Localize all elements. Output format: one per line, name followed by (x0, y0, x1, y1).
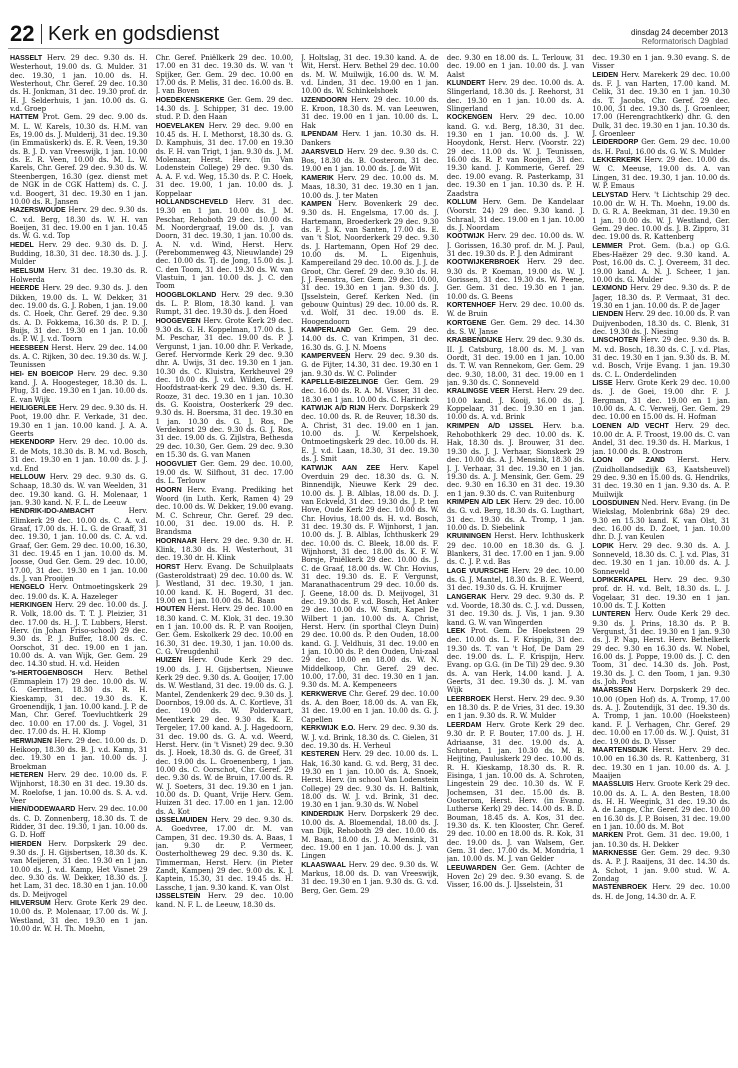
place-name: HIERDEN (10, 840, 42, 848)
service-times: Herv. 29 dec. 10.00 ds. G. J. Mantel, 18.30 ds. B. E. Weerd, 31 dec. 19.30 ds. G. H. Kruijmer (446, 566, 585, 593)
place-name: KERKWIJK E.O. (301, 725, 356, 733)
service-times: Herv. Evang. Prediking het Woord (in Luth. Kerk, Ramen 4) 29 dec. 10.00 ds. W. Dekker, 19.00 evang. M. C. Schreur, Chr. Geref. 29 dec. 10.00, 31 dec. 19.00 ds. H. P. Brandsma (155, 485, 294, 537)
place-name: KOLLUM (446, 198, 477, 206)
place-name: KATWIJK A/D RIJN (301, 405, 366, 413)
listing-entry (301, 750, 439, 809)
listing-entry (592, 576, 730, 610)
service-times: dec. 9.30 en 18.00 ds. L. Terlouw, 31 dec. 19.00 en 1 jan. 10.00 ds. J. van Aalst (446, 54, 585, 79)
place-name: HOOGEVEEN (155, 317, 201, 325)
listing-entry (10, 771, 148, 805)
place-name: HEELSUM (10, 267, 45, 275)
listing-entry (156, 122, 294, 198)
place-name: MAASSLUIS (592, 781, 634, 789)
place-name: HEI- EN BOEICOP (10, 370, 74, 378)
listing-entry (10, 54, 148, 113)
place-name: HOEDEKENSKERKE (155, 96, 225, 104)
place-name: HOORN (155, 486, 182, 494)
listing-entry (592, 686, 730, 745)
place-name: MAARTENSDIJK (592, 746, 648, 754)
service-times: Herst. Herv. 29 dec. 14.00 ds. A. C. Rijken, 30 dec. 19.30 ds. W. J. Teunissen (10, 343, 148, 370)
service-times: Herv. Dorpskerk 29 dec. 10.00 ds. A. Bloemendal, 18.00 ds. J. van Dijk, Rehoboth 29 dec. 10.00 ds. M. Baan, 18.00 ds. J. A. Mensink, 31 dec. 19.00 en 1 jan. 10.00 ds. J. van Lingen (301, 809, 439, 861)
service-times: Herv. 29 dec. 10.00 ds. J. R. Volk, 18.00 ds. T. T. J. Pleizier, 31 dec. 17.00 ds. H. J. T. Lubbers, Herst. Herv. (in Johan Friso-school) 29 dec. 9.30 ds. P. J. Buffer, 18.00 ds. C. Oorschot, 31 dec. 19.00 en 1 jan. 10.00 ds. A. van Wijk, Ger. Gem. 29 dec. 14.30 stud. H. v.d. Heiden (10, 601, 148, 669)
listing-entry (301, 724, 439, 750)
place-name: HEDEL (10, 241, 34, 249)
listing-entry (592, 191, 730, 242)
place-name: HEERDE (10, 285, 40, 293)
header-meta (631, 28, 728, 46)
service-times: Herv. Dorpskerk 29 dec. 10.00 (Open Hof) ds. A. Tromp, 17.00 ds. A. J. Zoutendijk, 31 dec. 19.30 ds. A. Tromp, 1 jan. 10.00 (Hoeksteen) kand. F. J. Verhagen, Chr. Geref. 29 dec. 10.00 en 17.00 ds. W. J. Quist, 31 dec. 19.00 ds. D. Visser (592, 686, 730, 746)
place-name: LUNTEREN (592, 611, 631, 619)
place-name: KAPELLE-BIEZELINGE (301, 379, 379, 387)
place-name: KESTEREN (301, 751, 340, 759)
listing-entry (156, 605, 294, 656)
place-name: KATWIJK AAN ZEE (301, 464, 381, 472)
place-name: KORTGENE (446, 319, 487, 327)
service-times: Herv. 31 dec. 19.30 ds. R. Holwerda (10, 266, 148, 284)
service-times: Herv. 29 dec. 9.30 ds. J. den Dikken, 19.00 ds. L. W. Dekker, 31 dec. 19.00 ds. G. J. Roben, 1 jan. 19.00 ds. C. Hoek, Chr. Geref. 29 dec. 9.30 ds. A. D. Fokkema, 16.30 ds. P. D. J. Buijs, 31 dec. 19.30 en 1 jan. 10.00 ds. P. W. J. v.d. Toorn (10, 284, 148, 344)
service-times: Chr. Geref. Pniëlkerk 29 dec. 10.00, 17.00 en 31 dec. 19.30 ds. W. van 't Spijker, Ger. Gem. 29 dec. 10.00 en 17.00 ds. P. Melis, 31 dec. 16.00 ds. B. J. van Boven (155, 54, 294, 96)
place-name: HEKENDORP (10, 439, 55, 447)
listing-entry (301, 96, 439, 130)
place-name: LEKKERKERK (592, 157, 641, 165)
page-header (8, 18, 730, 49)
listing-entry (592, 610, 730, 686)
listing-entry (301, 130, 439, 148)
place-name: LOPIK (592, 542, 614, 550)
listing-entry (301, 326, 439, 352)
service-times: Herv. Grote Kerk 29 dec. 10.00 ds. J. de Goei, 19.00 dhr. F. J. Bergman, 31 dec. 19.00 en 1 jan. 10.00 ds. A. C. Verweij, Ger. Gem. 29 dec. 10.00 en 15.00 ds. H. Hofman (592, 379, 730, 422)
service-times: Herv. 29 dec. 9.30 ds. A. Goedvree, 17.00 dr. M. van Campen, 31 dec. 19.30 ds. A. Baas, 1 jan. 9.30 dr. P. Vermeer, Oosterholtheweg 29 dec. 9.30 ds. K. Timmerman, Herst. Herv. (in Pieter Zandt, Kampen) 29 dec. 9.00 ds. K. J. Kaptein, 15.30, 31 dec. 19.45 ds. H. Lassche, 1 jan. 9.30 kand. K. van Olst (155, 815, 294, 892)
service-times: Herv. 29 dec. 10.00 ds. G. v.d. Berg, 18.30 ds. G. Lugthart, 31 dec. 19.30 ds. A. Tromp, 1 jan. 10.00 ds. D. Siebelink (446, 497, 585, 532)
service-times: Herv. 31 dec. 19.30 en 1 jan. 10.00 ds. J. M. Peschar, Rehoboth 29 dec. 10.00 ds. M. Noordergraaf, 19.00 ds. J. van Doorn, 31 dec. 19.30, 1 jan. 10.00 ds. A. N. v.d. Wind, Herst. Herv. (Perebommenweg 43, Nieuwlande) 29 dec. 10.00 ds. Tj. de Jong, 15.00 ds. J. C. den Toom, 31 dec. 19.30 ds. W. van Vlastuin, 1 jan. 10.00 ds. J. C. den Toom (155, 197, 294, 291)
place-name: KERKWERVE (301, 690, 347, 698)
service-times: Herst. Herv. 29 dec. 9.30 en 18.30 ds. P. de Vries, 31 dec. 19.30 en 1 jan. 9.30 ds. R. W. Mulder (446, 694, 585, 721)
service-times: Herv. 29 dec. 10.00 ds. E. de Mots, 18.30 ds. B. M. v.d. Bosch, 31 dec. 19.30 en 1 jan. 10.00 ds. J. J. v.d. End (10, 438, 148, 473)
place-name: LEERBROEK (446, 695, 491, 703)
service-times: Herv. 29 dec. 9.30 ds. II. J. Catsburg, 18.00 ds. M. J. van Oordt, 31 dec. 19.00 en 1 jan. 10.00 ds. T. W. van Rennekom, Ger. Gem. 29 dec. 9.30, 18.00, 31 dec. 19.00 en 1 jan. 9.30 ds. C. Sonneveld (446, 336, 585, 388)
place-name: LEEUWARDEN (446, 864, 497, 872)
listing-entry (592, 71, 730, 139)
service-times: Prot. Gem. De Hoeksteen 29 dec. 10.00 ds. L. F. Krispijn, 31 dec. 19.30 ds. T. van 't Hof, De Dam 29 dec. 19.00 ds. L. F. Krispijn, Herv. Evang. op G.G. (in De Til) 29 dec. 9.30 ds. A. van Herk, 14.00 kand. J. A. Geerts, 31 dec. 19.30 ds. J. M. van Wijk (446, 627, 585, 695)
place-name: HERWIJNEN (10, 737, 52, 745)
service-times: Herv. 29 dec. 10.00 ds. W. de Bruin (446, 300, 585, 319)
place-name: HEILIGERLEE (10, 405, 57, 413)
listing-entry (447, 54, 585, 79)
listing-entry (10, 113, 148, 206)
place-name: KRIMPEN A/D IJSSEL (446, 422, 534, 430)
listing-entry (447, 301, 585, 319)
service-times: Herv. 29 dec. 9.30 ds. G. Schaap, 18.30 ds. W. van Weelden, 31 dec. 19.30 kand. G. H. Molenaar, 1 jan. 9.30 kand. N. F. L. de Leeuw (10, 472, 148, 507)
service-times: Herv. 29 dec. 9.30 kand. J. A. Hoogesteger, 18.30 ds. L. Plug, 31 dec. 19.30 en 1 jan. 10.00 ds. E. van Wijk (10, 369, 148, 404)
listing-entry (592, 156, 730, 190)
service-times: Herv. Grote Kerk 29 dec. 10.00 ds. P. Molenaar, 17.00 ds. W. J. Westland, 31 dec. 19.30 en 1 jan. 10.00 dr. W. H. Th. Moehn, (10, 899, 148, 934)
service-times: Herv. 29 dec. 10.00 ds. F. Wijnhorst, 18.30 en 31 dec. 19.30 ds. M. Roelofse, 1 jan. 10.00 ds. S. A. v.d. Veer (10, 770, 148, 805)
place-name: HERKINGEN (10, 602, 53, 609)
listing-entry (156, 96, 294, 122)
listing-entry (156, 460, 294, 486)
service-times: Herv. 29 dec. 10.00 ds. A. Slingerland, 18.30 ds. J. Reehorst, 31 dec. 19.30 en 1 jan. 10.00 ds. A. Slingerland (446, 79, 585, 114)
service-times: Herv. Bethel (Emmaplein 17) 29 dec. 10.00 ds. W. G. Gerritsen, 18.30 ds. R. H. Kieskamp, 31 dec. 19.30 ds. K. Groenendijk, 1 jan. 10.00 kand. J. P. de Man, Chr. Geref. Toevluchtkerk 29 dec. 10.00 en 17.00 ds. J. Vogel, 31 dec. 17.00 ds. H. H. Klomp (10, 668, 148, 737)
service-times: Herv. 29 dec. 10.00 ds. W. J. Gorissen, 16.30 prof. dr. M. J. Paul, 31 dec. 19.30 ds. P. J. den Admirant (446, 232, 585, 258)
church-listings (10, 54, 730, 1062)
place-name: HATTEM (10, 114, 39, 122)
place-name: KAMPEN (301, 200, 332, 208)
service-times: Herv. 29 dec. 9.30 ds. W. Markus, 18.00 ds. D. van Vreeswijk, 31 dec. 19.30 en 1 jan. 9.30 ds. G. v.d. Berg, Ger. Gem. 29 (301, 860, 439, 895)
place-name: LOPIKERKAPEL (592, 576, 648, 584)
service-times: Herv. 29 dec. 9.30 ds. D. J. Budding, 18.30, 31 dec. 18.30 ds. J. J. Mulder (10, 240, 148, 267)
listing-entry (156, 291, 294, 317)
place-name: HELLOUW (10, 473, 46, 481)
listing-entry (592, 138, 730, 156)
place-name: KRUININGEN (446, 533, 492, 541)
service-times: Herv. Ontmoetingskerk 29 dec. 19.00 ds. K. A. Hazeleger (10, 583, 148, 601)
service-times: Herst. Herv. Ichthuskerk 29 dec. 10.00 en 18.30 ds. G. J. Blankers, 31 dec. 17.00 en 1 jan. 9.00 ds. C. J. P. v.d. Bas (446, 532, 585, 567)
listing-entry (10, 344, 148, 370)
listing-column-2 (156, 54, 294, 1062)
place-name: LOOSDUINEN (592, 499, 640, 507)
service-times: Herv. 1 jan. 10.30 ds. H. Dankers (301, 130, 439, 148)
place-name: KLAASWAAL (301, 861, 346, 869)
service-times: Ger. Gem. 29 dec. 14.00 ds. C. van Krimpen, 31 dec. 16.30 ds. G. J. N. Moens (301, 326, 439, 352)
service-times: Chr. Geref. 29 dec. 10.00 ds. A. den Boer, 18.00 ds. A. van Ek, 31 dec. 19.00 en 1 jan. 10.00 ds. G. J. Capellen (301, 689, 439, 724)
header-divider (41, 24, 42, 44)
listing-entry (10, 899, 148, 933)
place-name: LOENEN A/D VECHT (592, 422, 669, 430)
listing-entry (10, 404, 148, 438)
listing-entry (156, 317, 294, 460)
listing-entry (301, 54, 439, 96)
service-times: Herv. Grote Kerk 29 dec. 9.30 ds. G. H. Koppelman, 17.00 ds. J. M. Peschar, 31 dec. 19.00 ds. P. J. Vergunst, 1 jan. 10.00 dhr. F. Verkade, Geref. Hervormde Kerk 29 dec. 9.30 dhr. A. Uwijs, 31 dec. 19.30 en 1 jan. 10.30 ds. C. Kluistra, Kerkheuvel 29 dec. 10.00 ds. J. v.d. Wilden, Geref. Hoofdstraat-kerk 29 dec. 9.30 ds. H. Rooze, 31 dec. 19.30 en 1 jan. 10.30 ds. G. Kooistra, Oosterkerk 29 dec. 9.30 ds. H. Boersma, 31 dec. 19.30 en 1 jan. 10.30 ds. G. J. Ros, De Verdekorst 29 dec. 9.30 ds. G. J. Ros, 31 dec. 19.00 ds. G. Zijlstra, Bethesda 29 dec. 10.30, Ger. Gem. 29 dec. 9.30 en 15.30 ds. G. van Manen (155, 316, 294, 460)
place-name: HUIZEN (155, 657, 182, 665)
service-times: Herv. Oude Kerk 29 dec. 9.30 ds. J. Prins, 18.30 ds. P. B. Vergunst, 31 dec. 19.30 en 1 jan. 9.30 ds. J. P. Nap, Herst. Herv. Bethelkerk 29 dec. 9.30 en 16.30 ds. W. Nobel, 16.00 ds. J. Poppe, 19.00 ds. J. C. den Toom, 31 dec. 14.30 ds. Joh. Post, 19.30 ds. J. C. den Toom, 1 jan. 9.30 ds. Joh. Post (592, 610, 730, 687)
service-times: Herv. Kapel Overduin 29 dec. 18.30 ds. G. N. Binnendijk, Nieuwe Kerk 29 dec. 10.00 ds. J. B. Alblas, 18.00 ds. D. J. van Eckveld, 31 dec. 19.30 ds. J. P. ten Hove, Oude Kerk 29 dec. 10.00 ds. W. Chr. Hovius, 18.00 ds. H. v.d. Bosch, 31 dec. 19.30 ds. F. Wijnhorst, 1 jan. 10.00 ds. J. B. Alblas, Ichthuskerk 29 dec. 10.00 ds. C. Bleek, 18.00 ds. F. Wijnhorst, 31 dec. 18.00 ds. K. F. W. Borsje, Pniëlkerk 29 dec. 10.00 ds. J. C. de Graaf, 18.00 ds. W. Chr. Hovius, 31 dec. 19.30 ds. E. F. Vergunst, Maranathacentrum 29 dec. 10.00 ds. J. Geene, 18.00 ds. D. Meijvogel, 31 dec. 19.30 ds. F. v.d. Bosch, Het Anker 29 dec. 10.00 ds. W. Smit, Kapel De Wilbert 1 jan. 10.00 ds. A. Christ, Herst. Herv. (in sporthal Cleyn Duin) 29 dec. 10.00 ds. P. den Ouden, 18.00 kand. G. J. Veldhuis, 31 dec. 19.00 en 1 jan. 10.00 ds. P. den Ouden, Uni-zaal 29 dec. 10.00 en 18.00 ds. W. N. Middelkoop, Chr. Geref. 29 dec. 10.00, 17.00, 31 dec. 19.30 en 1 jan. 9.30 ds. M. A. Kempeneers (301, 463, 439, 690)
listing-entry (592, 883, 730, 901)
service-times: Prot. Gem. 31 dec. 19.00, 1 jan. 10.30 ds. H. Dekker (592, 831, 730, 849)
service-times: Ger. Gem. (Achter de Hoven 2c) 29 dec. 9.30 evang. S. de Visser, 16.00 ds. J. IJsselstein, 31 (446, 863, 585, 890)
service-times: Herv. 29 dec. 10.00 ds. E. Kroon, 18.30 ds. M. van Leeuwen, 31 dec. 19.00 en 1 jan. 10.00 ds. L. Hak (301, 95, 439, 130)
listing-entry (10, 284, 148, 343)
listing-entry (592, 284, 730, 310)
listing-entry (156, 892, 294, 910)
listing-entry (447, 232, 585, 258)
listing-entry (447, 198, 585, 232)
service-times: Herv. 29 dec. 10.00 ds. P. van Duijvenboden, 18.30 ds. C. Blenk, 31 dec. 19.30 ds. J. Niesing (592, 310, 730, 336)
place-name: MARKNESSE (592, 849, 638, 857)
listing-entry (156, 486, 294, 537)
service-times: Herv. 't Lichtschip 29 dec. 10.00 dr. W. H. Th. Moehn, 19.00 ds. D. G. R. A. Beekman, 31 dec. 19.30 en 1 jan. 10.00 ds. W. J. Westland, Ger. Gem. 29 dec. 10.00 ds. J. B. Zippro, 31 dec. 19.00 ds. R. Kattenberg (592, 190, 730, 242)
listing-entry (10, 370, 148, 404)
service-times: Herv. 29 dec. 9.30 prof. dr. H. v.d. Belt, 18.30 ds. L. J. Vogelaar, 31 dec. 19.30 en 1 jan. 10.00 ds. T. J. Kotten (592, 575, 730, 610)
place-name: MAARSSEN (592, 687, 633, 695)
listing-entry (301, 690, 439, 724)
listing-entry (10, 583, 148, 601)
listing-entry (447, 695, 585, 721)
section-title: Kerk en godsdienst (48, 23, 220, 45)
service-times: Herv. 29 dec. 9.30 ds. L. P. Blom, 18.30 kand. J. van Rumpt, 31 dec. 19.30 ds. J. den Hoed (155, 290, 294, 317)
service-times: Herst. Herv. 29 dec. 10.00 kand. J. Kooij, 16.00 ds. J. Koppelaar, 31 dec. 19.30 en 1 jan. 10.00 ds. A. v.d. Brink (446, 387, 585, 422)
service-times: Herv. Marekerk 29 dec. 10.00 ds. F. J. van Harten, 17.00 kand. M. Celik, 31 dec. 19.30 en 1 jan. 10.30 ds. T. Jacobs, Chr. Geref. 29 dec. 10.00, 31 dec. 19.30 ds. J. Groenleer, 17.00 (Herengrachtkerk) dhr. G. den Dulk, 31 dec. 19.30 en 1 jan. 10.30 ds. J. Groenleer (592, 70, 730, 139)
service-times: Herv. 29 dec. 9.30 ds. C. Bos, 18.30 ds. B. Oosterom, 31 dec. 19.00 en 1 jan. 10.00 ds. J. de Wit (301, 147, 439, 174)
service-times: Herv. b.a. Rehobothkerk 29 dec. 10.00 ds. K. Hak, 18.30 ds. J. Brouwer, 31 dec. 19.30 ds. J. J. Verhaar, Sionskerk 29 dec. 10.00 ds. A. J. Mensink, 18.30 ds. J. J. Verhaar, 31 dec. 19.30 en 1 jan. 19.30 ds. A. J. Mensink, Ger. Gem. 29 dec. 9.30 en 16.30 en 31 dec. 19.30 en 1 jan. 9.30 ds. C. van Ruitenburg (446, 421, 585, 498)
listing-entry (301, 464, 439, 690)
place-name: LEXMOND (592, 285, 628, 293)
place-name: KRIMPEN A/D LEK (446, 498, 511, 506)
listing-entry (10, 840, 148, 899)
listing-entry (592, 310, 730, 336)
place-name: LELYSTAD (592, 191, 629, 199)
service-times: Herv. 29 dec. 9.30 dr. H. Klink, 18.30 ds. H. Westerhout, 31 dec. 19.30 dr. H. Klink (155, 536, 294, 563)
service-times: Herst. Herv. (Zuidhollandsedijk 63, Kaatsheuvel) 29 dec. 9.30 en 15.00 ds. G. Hendriks, 31 dec. 19.30 en 1 jan. 9.30 ds. A. P. Muilwijk (592, 456, 730, 499)
listing-entry (10, 206, 148, 240)
place-name: LINSCHOTEN (592, 337, 638, 345)
place-name: LIENDEN (592, 311, 624, 319)
service-times: Herv. Oude Kerk 29 dec. 19.00 ds. J. H. Gijsbertsen, Nieuwe Kerk 29 dec. 9.30 ds. A. Gooijer, 17.00 ds. W. Westland, 31 dec. 19.00 ds. G. J. Mantel, Zendenkerk 29 dec. 9.30 ds. J. Doornbos, 19.00 ds. A. C. Kortleve, 31 dec. 19.00 ds. W. Poldervaart, Meentkerk 29 dec. 9.30 ds. K. E. Tergeler, 17.00 kand. A. J. Hagedoorn, 31 dec. 19.00 ds. G. A. v.d. Weerd, Herst. Herv. (in 't Visnet) 29 dec. 9.30 ds. J. Hoek, 18.30 ds. G. de Greef, 31 dec. 19.00 ds. L. Groenenberg, 1 jan. 10.00 ds. C. Oorschot, Chr. Geref. 29 dec. 9.30 ds. W. de Bruin, 17.00 ds. R. W. J. Soeters, 31 dec. 19.30 en 1 jan. 10.00 ds. D. Quant, Vrije Herv. Gem. Huizen 31 dec. 17.00 en 1 jan. 12.00 ds. A. Kot (155, 656, 294, 816)
listing-entry (156, 198, 294, 291)
place-name: KOOTWIJK (446, 233, 485, 241)
service-times: Ger. Gem. 29 dec. 16.00 ds. R. A. M. Visser, 31 dec. 18.30 en 1 jan. 10.00 ds. C. Harinck (301, 378, 439, 404)
service-times: Herv. 29 dec. 10.00 kand. N. F. L. de Leeuw, 18.30 ds. (155, 892, 294, 910)
listing-entry (592, 456, 730, 499)
place-name: IJSSELMUIDEN (155, 816, 208, 824)
place-name: HOEVELAKEN (155, 122, 205, 130)
service-times: dec. 19.30 en 1 jan. 9.30 evang. S. de Visser (592, 54, 730, 71)
place-name: ILPENDAM (301, 131, 338, 139)
place-name: HOLLANDSCHEVELD (155, 198, 228, 206)
listing-entry (447, 113, 585, 197)
place-name: HEESBEEN (10, 344, 49, 352)
listing-entry (592, 379, 730, 422)
listing-entry (447, 387, 585, 421)
place-name: LAGE VUURSCHE (446, 567, 509, 575)
listing-entry (592, 336, 730, 379)
service-times: Herv. 29 dec. 9.30 ds. W. J. v.d. Brink, 18.30 ds. C. Gielen, 31 dec. 19.30 ds. H. Verheul (301, 724, 439, 750)
service-times: Herv. Dorpskerk 29 dec. 10.00 ds. R. de Reuver, 18.30 ds. A. Christ, 31 dec. 19.00 en 1 jan. 10.00 ds. J. W. Kerpelshoek, Ontmoetingskerk 29 dec. 10.00 ds. H. E. J. v.d. Laan, 18.30, 31 dec. 19.30 ds. J. Smit (301, 404, 439, 464)
listing-entry (301, 148, 439, 174)
place-name: KRABBENDIJKE (446, 337, 503, 345)
place-name: LOON OP ZAND (592, 457, 666, 465)
place-name: HASSELT (10, 55, 43, 62)
listing-entry (10, 601, 148, 669)
place-name: LEERDAM (446, 721, 482, 729)
place-name: JAARSVELD (301, 148, 344, 156)
place-name: HOOGBLOKLAND (155, 291, 217, 299)
service-times: Ned. Herv. Evang. (in De Wiekslag, Molenbrink 68a) 29 dec. 9.30 en 15.30 kand. K. van Olst, 31 dec. 16.00 ds. D. Zoet, 1 jan. 10.00 dhr. D. J. van Keulen (592, 498, 730, 542)
service-times: Herv. 29 dec. 9.30 ds. H. Westerhout, 19.00 ds. G. Mulder. 31 dec. 19.30, 1 jan. 10.00 ds. H. Westerhout, Chr. Geref. 29 dec. 10.30 ds. H. Jonkman, 31 dec. 19.30 prof. dr. H. J. Selderhuis, 1 jan. 10.00 ds. G. v.d. Groep (10, 54, 148, 114)
listing-entry (10, 805, 148, 839)
listing-entry (592, 831, 730, 849)
publication-name: Reformatorisch Dagblad (641, 37, 728, 46)
service-times: Herv. Grote Kerk 29 dec. 9.30 dr. P. F. Bouter, 17.00 ds. J. H. Adriaanse, 31 dec. 19.00 ds. A. Schroten, 1 jan. 10.30 ds. M. B. Heijting, Pauluskerk 29 dec. 10.00 ds. R. H. Kieskamp, 18.30 ds. R. R. Eisinga, 1 jan. 10.00 ds. A. Schroten, Lingestein 29 dec. 10.30 ds. W. F. Jochemsen, 31 dec. 15.00 ds. B. Oosterom, Herst. Herv. (in Evang. Lutherse Kerk) 29 dec. 14.00 ds. B. D. Bouman, 18.45 ds. A. Kos, 31 dec. 19.30 ds. K. ten Klooster, Chr. Geref. 29 dec. 10.00 en 18.00 ds. R. Kok, 31 dec. 19.00 ds. J. van Walsem, Ger. Gem. 31 dec. 17.00 ds. M. Mondria, 1 jan. 10.00 ds. M. J. van Gelder (446, 720, 585, 864)
place-name: LEEK (446, 628, 466, 636)
service-times: Herv. 29 dec. 10.00 ds. H. de Jong, 14.30 dr. A. F. (592, 883, 730, 901)
service-times: Herv. 29 dec. 10.00 dr. A. F. Troost, 19.00 ds. C. van Andel, 31 dec. 19.30 ds. H. Markus, 1 jan. 10.00 ds. B. Oostrom (592, 421, 730, 456)
listing-entry (10, 267, 148, 285)
service-times: Herv. 29 dec. 10.00 ds. D. Heikoop, 18.30 ds. B. J. v.d. Kamp, 31 dec. 19.30 en 1 jan. 10.00 ds. J. Broekman (10, 736, 148, 771)
place-name: LEIDERDORP (592, 139, 639, 147)
place-name: HORST (155, 563, 181, 571)
place-name: IJZENDOORN (301, 96, 348, 104)
service-times: Herv. 29 dec. 10.00 ds. M. Maas, 18.30, 31 dec. 19.30 en 1 jan. 10.00 ds. J. ter Maten (301, 173, 439, 200)
service-times: Herv. 29 dec. 10.00 ds. L. Hak, 16.30 kand. G. v.d. Berg, 31 dec. 19.30 en 1 jan. 10.00 ds. A. Snoek, Herst. Herv. (in school Van Lodenstein College) 29 dec. 9.30 ds. H. Baltink, 18.00 ds. W. J. v.d. Brink, 31 dec. 19.30 en 1 jan. 9.30 ds. W. Nobel (301, 750, 439, 810)
service-times: Herv. Gem. De Kandelaar (Voorstr. 24) 29 dec. 9.30 kand. J. Schraal, 31 dec. 19.00 en 1 jan. 10.00 ds. J. Noordam (446, 197, 585, 232)
listing-entry (156, 656, 294, 816)
listing-entry (301, 404, 439, 463)
service-times: Ger. Gem. 29 dec. 9.30 ds. A. P. J. Raaijens, 31 dec. 14.30 ds. A. Schot, 1 jan. 9.00 stud. W. A. Zondag (592, 848, 730, 883)
listing-entry (447, 567, 585, 593)
listing-entry (592, 54, 730, 71)
place-name: KINDERDIJK (301, 810, 344, 818)
place-name: LISSE (592, 380, 613, 388)
service-times: Ger. Gem. 29 dec. 14.30 ds. J. Schipper, 31 dec. 19.00 stud. P. D. den Haan (155, 95, 294, 122)
listing-entry (447, 422, 585, 498)
service-times: Herv. 29 dec. 9.30 ds. P. de Jager, 18.30 ds. P. Vermaat, 31 dec. 19.30 en 1 jan. 10.00 ds. P. de Jager (592, 284, 730, 310)
listing-entry (156, 816, 294, 892)
place-name: KOOTWIJKERBROEK (446, 259, 520, 267)
place-name: KAMPERVEEN (301, 353, 351, 361)
place-name: HENDRIK-IDO-AMBACHT (10, 508, 95, 516)
place-name: HOUTEN (155, 606, 186, 614)
listing-entry (592, 542, 730, 576)
service-times: Herv. 29 dec. 10.00 kand. G. v.d. Berg, 18.30, 31 dec. 19.30 en 1 jan. 10.00 ds. J. W. Hooydonk, Herst. Herv. (Voorstr. 22) 29 dec. 11.00 ds. W. J. Teunissen, 16.00 ds. R. P. van Rooijen, 31 dec. 19.30 kand. J. Kommerie, Geref. 29 dec. 19.00 evang. R. Pasterkamp, 31 dec. 19.30 en 1 jan. 10.30 ds. P. H. Zaadstra (446, 113, 585, 198)
listing-entry (301, 174, 439, 200)
listing-entry (301, 378, 439, 404)
listing-entry (10, 737, 148, 771)
listing-column-4 (447, 54, 585, 1062)
listing-entry (10, 669, 148, 737)
service-times: Herv. 29 dec. 9.30 ds. B. M. v.d. Bosch, 18.30 ds. C. J. v.d. Plas, 31 dec. 19.30 en 1 jan. 9.30 ds. B. M. v.d. Bosch, Vrije Evang. 1 jan. 19.30 ds. C. L. Onderdelinden (592, 336, 730, 379)
service-times: Herv. Elimkerk 29 dec. 10.00 ds. C. A. v.d. Graaf, 17.00 ds. H. L. G. de Graaff, 31 dec. 19.30, 1 jan. 10.00 ds. C. A. v.d. Graaf, Ger. Gem. 29 dec. 10.00, 16.30, 31 dec. 19.45 en 1 jan. 10.00 ds. M. Joosse, Oud Ger. Gem. 29 dec. 10.00, 17.00, 31 dec. 19.30 en 1 jan. 10.00 ds. J. van Prooijen (10, 507, 148, 583)
listing-entry (156, 537, 294, 563)
service-times: Herst. Herv. 29 dec. 10.00 en 16.30 ds. R. Kattenberg, 31 dec. 19.30 en 1 jan. 10.00 ds. A. J. Maaijen (592, 745, 730, 780)
service-times: Herv. 29 dec. 9.30 ds. A. J. Sonneveld, 18.30 ds. C. J. v.d. Plas, 31 dec. 19.30 en 1 jan. 10.00 ds. A. J. Sonneveld (592, 541, 730, 576)
listing-entry (447, 258, 585, 301)
listing-entry (592, 746, 730, 780)
listing-entry (447, 864, 585, 890)
service-times: Ger. Gem. 29 dec. 10.00, 19.00 ds. W. Silfhout, 31 dec. 17.00 ds. L. Terlouw (155, 459, 294, 486)
place-name: HETEREN (10, 771, 44, 779)
listing-entry (301, 200, 439, 326)
place-name: 's-HERTOGENBOSCH (10, 669, 83, 677)
place-name: HENGELO (10, 584, 45, 592)
listing-entry (10, 241, 148, 267)
listing-entry (592, 849, 730, 883)
place-name: HAZERSWOUDE (10, 207, 66, 215)
service-times: Herv. Bovenkerk 29 dec. 9.30 ds. H. Engelsma, 17.00 ds. J. Hartemann, Broederkerk 29 dec. 9.30 ds. F. J. K. van Santen, 17.00 ds. E. van 't Slot, Noorderkerk 29 dec. 9.30 ds. J. Hartemann, Open Hof 29 dec. 10.00 ds. M. L. Eigenhuis, Kampereiland 29 dec. 10.00 ds. J. J. de Groot, Chr. Geref. 29 dec. 9.30 ds. H. J. J. Feenstra, Ger. Gem. 29 dec. 10.00, 31 dec. 19.30 en 1 jan. 9.30 ds. J. IJsselstein, Geref. Kerken Ned. (in gebouw Quintus) 29 dec. 10.00 ds. R. v.d. Wolf, 31 dec. 19.00 ds. E. Hoogendoorn (301, 199, 439, 326)
service-times: Herv. Groote Kerk 29 dec. 10.00 ds. A. L. A. den Besten, 18.00 ds. H. H. Weegink, 31 dec. 19.30 ds. A. de Lange, Chr. Geref. 29 dec. 10.00 en 16.30 ds. J. P. Boisen, 31 dec. 19.00 en 1 jan. 10.00 ds. M. Bot (592, 780, 730, 831)
service-times: Prot. Gem. 29 dec. 9.00 ds. M. L. W. Karels, 10.30 ds. H.M. van Es, 19.00 ds. J. Mulderij, 31 dec. 19.30 (in Emmaüskerk) ds. E. R. Veen, 19.30 ds. B. J. D. van Vreeswijk, 1 jan. 10.00 ds. E. R. Veen, 10.00 ds. M. L. W. Karels, Chr. Geref. 29 dec. 9.30 ds. W. Steenbergen, 16.30 (gez. dienst met de NGK in de CGK Hattem) ds. C. J. v.d. Boogert, 31 dec. 19.30 en 1 jan. 10.00 ds. R. Jansen (10, 113, 148, 206)
listing-entry (301, 810, 439, 861)
service-times: Herv. 29 dec. 10.00 ds. C. D. Zonnenberg, 18.30 ds. T. de Ridder, 31 dec. 19.30, 1 jan. 10.00 ds. G. D. Hoff (10, 805, 148, 840)
listing-entry (156, 54, 294, 96)
place-name: KAMERIK (301, 174, 334, 182)
place-name: KOCKENGEN (446, 114, 493, 122)
place-name: KORTENHOEF (446, 301, 496, 309)
listing-entry (301, 861, 439, 895)
listing-column-1 (10, 54, 148, 1062)
listing-entry (156, 563, 294, 606)
listing-column-5 (592, 54, 730, 1062)
service-times: Ger. Gem. 29 dec. 10.00 ds. H. Paul, 16.00 ds. G. W. S. Mulder (592, 138, 730, 156)
place-name: HOORNAAR (155, 537, 197, 545)
place-name: LEIDEN (592, 71, 619, 79)
listing-entry (447, 593, 585, 627)
issue-date: dinsdag 24 december 2013 (631, 28, 728, 37)
listing-entry (301, 352, 439, 378)
listing-entry (10, 507, 148, 583)
listing-entry (10, 473, 148, 507)
service-times: Herv. Dorpskerk 29 dec. 9.30 ds. J. H. Gijsbertsen, 18.30 ds. K. van Meijeren, 31 dec. 19.30 en 1 jan. 10.00 ds. J. v.d. Kamp, Het Visnet 29 dec. 9.30 ds. W. Dekker, 18.30 ds. J. het Lam, 31 dec. 18.30 en 1 jan. 10.00 ds. D. Meijvogel (10, 839, 148, 899)
place-name: KAMPERLAND (301, 327, 351, 334)
place-name: HOOGVLIET (155, 460, 197, 468)
listing-entry (447, 498, 585, 532)
service-times: Herv. 29 dec. 9.30 ds. P. Koeman, 19.00 ds. W. J. Gorissen, 31 dec. 19.30 ds. W. Peene, Ger. Gem. 31 dec. 19.30 en 1 jan. 10.00 ds. G. Beens (446, 258, 585, 301)
page-number: 22 (10, 21, 35, 46)
listing-entry (447, 627, 585, 695)
listing-entry (592, 780, 730, 831)
service-times: Herv. 29 dec. 9.30 ds. C. v.d. Berg, 18.30 ds. W. H. van Boeijen, 31 dec. 19.00 en 1 jan. 10.45 ds. W. G. v.d. Top (10, 206, 148, 241)
service-times: Herv. 29 dec. 9.30 ds. G. de Fijter, 14.30, 31 dec. 19.30 en 1 jan. 9.30 ds. W. C. Polinder (301, 352, 439, 378)
service-times: Herv. 29 dec. 9.00 en 10.45 ds. H. I. Methorst, 18.30 ds. G. D. Kamphuis, 31 dec. 17.00 en 19.30 ds. F. H. van Trigt, 1 jan. 9.30 ds. J. M. Molenaar, Herst. Herv. (in Van Lodenstein College) 29 dec. 9.30 ds. A. A. F. v.d. Weg, 15.30 ds. P. C. Hoek, 31 dec. 19.00, 1 jan. 10.00 ds. J. Koppelaar (155, 121, 294, 198)
place-name: LEMMER (592, 242, 623, 250)
place-name: IJSSELSTEIN (155, 893, 201, 901)
listing-entry (447, 79, 585, 113)
place-name: HILVERSUM (10, 900, 51, 908)
place-name: MARKEN (592, 832, 624, 840)
listing-entry (10, 438, 148, 472)
place-name: LANGERAK (446, 593, 487, 601)
listing-entry (592, 242, 730, 285)
listing-entry (592, 422, 730, 456)
service-times: Herv. 29 dec. 9.30 ds. H. Poot, 19.00 dhr. F. Verkade, 31 dec. 19.30 en 1 jan. 10.00 kand. J. A. A. Geerts (10, 404, 148, 439)
place-name: HIEN/DODEWAARD (10, 806, 76, 814)
listing-entry (447, 336, 585, 387)
listing-entry (447, 319, 585, 337)
listing-entry (592, 499, 730, 542)
place-name: KLUNDERT (446, 80, 486, 88)
service-times: Herv. 29 dec. 9.30 ds. P. v.d. Voorde, 18.30 ds. C. J. v.d. Dussen, 31 dec. 19.30 ds. J. Vis, 1 jan. 9.30 kand. G. W. van Wingerden (446, 592, 585, 627)
service-times: Herv. Evang. De Schuilplaats (Gasteroldstraat) 29 dec. 10.00 ds. W. J. Westland, 31 dec. 19.30, 1 jan. 10.00 kand. K. H. Bogerd, 31 dec. 19.00 en 1 jan. 10.00 ds. M. Baan (155, 562, 294, 605)
service-times: J. Holtslag, 31 dec. 19.30 kand. A. de Wit, Herst. Herv. Bethel 29 dec. 10.00 ds. M. W. Muilwijk, 16.00 ds. W. M. v.d. Linden, 31 dec. 19.00 en 1 jan. 10.00 ds. W. Schinkelshoek (301, 54, 439, 96)
place-name: KRALINGSE VEER (446, 388, 510, 396)
listing-entry (447, 721, 585, 864)
service-times: Prot. Gem. (b.a.) op G.G. Ebes-Haëzer 29 dec. 9.30 kand. A. Post, 16.00 ds. C. J. Overeem, 31 dec. 19.00 kand. A. N. J. Scheer, 1 jan. 10.00 ds. G. Mulder (592, 241, 730, 284)
service-times: Herv. 29 dec. 10.00 ds. W. C. Meeuse, 19.00 ds. A. van Lingen, 31 dec. 19.30, 1 jan. 10.00 ds. W. P. Emaus (592, 156, 730, 191)
listing-entry (447, 532, 585, 566)
service-times: Ger. Gem. 29 dec. 14.30 ds. S. W. Janse (446, 318, 585, 336)
listing-column-3 (301, 54, 439, 1062)
place-name: MASTENBROEK (592, 884, 648, 892)
service-times: Herst. Herv. 29 dec. 10.00 en 18.30 kand. C. M. Klok, 31 dec. 19.30 en 1 jan. 10.00 ds. R. P. van Rooijen, Ger. Gem. Eskolkerk 29 dec. 10.00 en 16.30, 31 dec. 19.30, 1 jan. 10.00 ds. C. G. Vreugdenhil (155, 605, 294, 657)
